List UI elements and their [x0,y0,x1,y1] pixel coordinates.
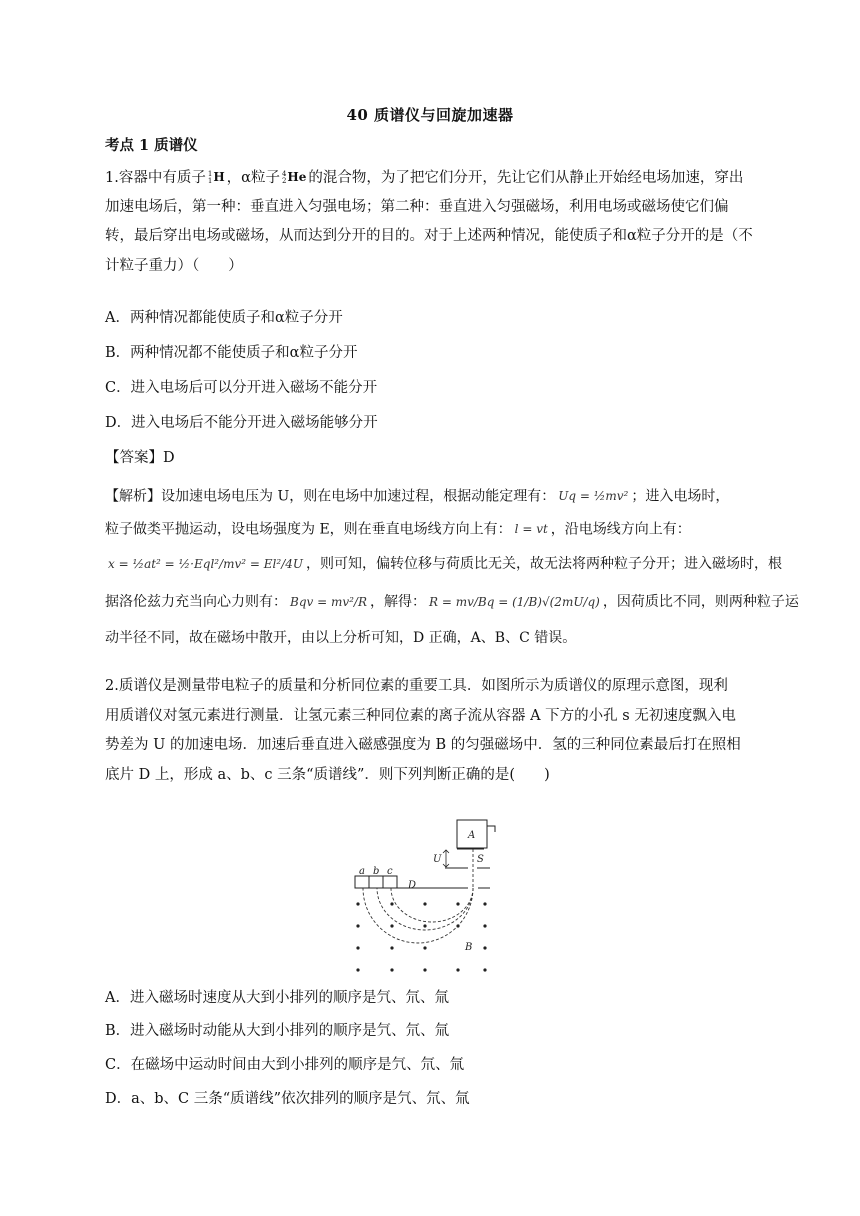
analysis-text-3: ，则可知，偏转位移与荷质比无关，故无法将两种粒子分开；进入磁场时，根 [305,556,782,572]
label-s: S [477,854,484,865]
q2-line-3: 势差为 U 的加速电场．加速后垂直进入磁感强度为 B 的匀强磁场中．氢的三种同位素最后打在照相 [105,737,741,753]
analysis-text-1b: ；进入电场时， [631,488,730,505]
q2-option-c: C．在磁场中运动时间由大到小排列的顺序是氕、氘、氚 [105,1057,465,1073]
section-heading: 考点 1 质谱仪 [105,137,198,154]
q2-option-d: D．a、b、C 三条“质谱线”依次排列的顺序是氕、氘、氚 [105,1091,470,1107]
label-line-a: a [359,866,365,877]
q2-line-4: 底片 D 上，形成 a、b、c 三条“质谱线”．则下列判断正确的是( ) [105,766,550,783]
label-line-b: b [373,866,380,877]
q1-line-3: 转，最后穿出电场或磁场，从而达到分开的目的。对于上述两种情况，能使质子和α粒子分开的是（不 [105,228,753,244]
analysis-text-2b: ，沿电场线方向上有： [550,521,691,538]
film-box-b [369,876,383,888]
film-box-c [383,876,397,888]
q1-text-rest: 的混合物，为了把它们分开，先让它们从静止开始经电场加速，穿出 [308,169,744,186]
analysis-text-4: 据洛伦兹力充当向心力则有： [105,594,287,610]
q1-option-a: A．两种情况都能使质子和α粒子分开 [105,310,343,326]
question-1-stem [105,163,765,281]
analysis-text-2: 粒子做类平抛运动，设电场强度为 E，则在垂直电场线方向上有： [105,521,512,538]
q1-text-start: 1.容器中有质子 [105,169,206,186]
q1-option-b: B．两种情况都不能使质子和α粒子分开 [105,345,358,361]
formula-displacement: l = vt [514,522,548,536]
question-2-stem [105,672,765,790]
q1-answer: 【答案】D [105,450,175,466]
label-d: D [408,880,417,891]
container-pipe [487,826,495,832]
label-u: U [433,854,442,865]
formula-energy: Uq = ½mv² [558,489,629,503]
analysis-text-1: 【解析】设加速电场电压为 U，则在电场中加速过程，根据动能定理有： [105,488,556,505]
alpha-symbol: 4 2 He [281,169,307,185]
q1-option-c: C．进入电场后可以分开进入磁场不能分开 [105,380,378,396]
q1-line-2: 加速电场后，第一种：垂直进入匀强电场；第二种：垂直进入匀强磁场，利用电场或磁场使它们偏 [105,198,729,215]
trajectory-a [363,888,473,943]
q2-option-b: B．进入磁场时动能从大到小排列的顺序是氕、氘、氚 [105,1023,450,1039]
label-b-field: B [465,942,473,953]
q1-option-d: D．进入电场后不能分开进入磁场能够分开 [105,415,378,431]
film-box-a [355,876,369,888]
q2-line-2: 用质谱仪对氢元素进行测量．让氢元素三种同位素的离子流从容器 A 下方的小孔 s 无初速度飘入电 [105,707,736,724]
mass-spectrometer-diagram [350,818,510,976]
q2-option-a: A．进入磁场时速度从大到小排列的顺序是氕、氘、氚 [105,990,449,1006]
analysis-text-4c: ，因荷质比不同，则两种粒子运 [602,594,799,610]
formula-radius: R = mv/Bq = (1/B)√(2mU/q) [429,595,600,609]
q1-line-4: 计粒子重力）（ ） [105,257,243,274]
analysis-text-5: 动半径不同，故在磁场中散开，由以上分析可知，D 正确，A、B、C 错误。 [105,630,577,646]
trajectory-c [391,888,473,922]
label-a-container: A [468,830,476,841]
q1-analysis [105,480,799,655]
analysis-text-4b: ，解得： [370,594,427,610]
label-line-c: c [387,866,393,877]
formula-deflection: x = ½at² = ½·Eql²/mv² = El²/4U [108,557,303,571]
q2-line-1: 2.质谱仪是测量带电粒子的质量和分析同位素的重要工具．如图所示为质谱仪的原理示意图，现利 [105,678,728,694]
proton-symbol: 1 1 H [207,169,225,185]
q1-text-alpha: ，α粒子 [226,169,280,186]
page-title: 40 质谱仪与回旋加速器 [346,106,514,124]
formula-lorentz: Bqv = mv²/R [290,595,368,609]
